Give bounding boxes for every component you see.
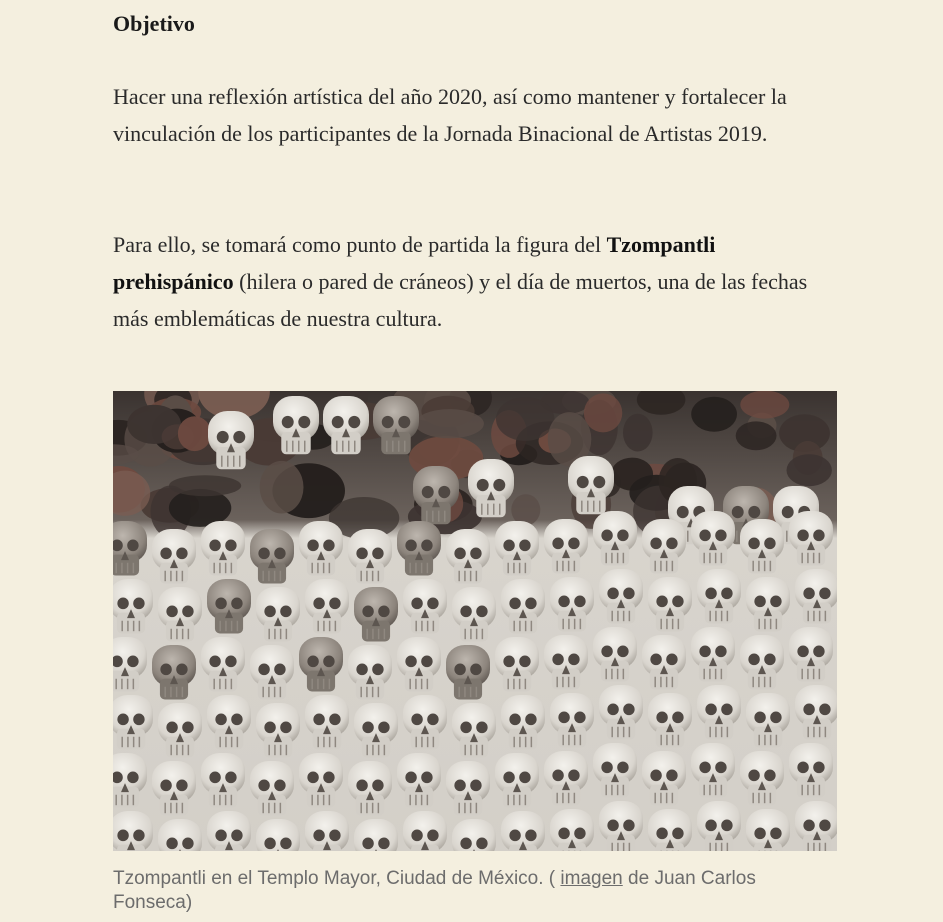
skull-eye xyxy=(176,664,187,676)
skull-eye xyxy=(160,664,171,676)
skull-eye xyxy=(127,772,138,784)
skull-eye xyxy=(623,704,634,716)
skull-eye xyxy=(797,646,808,658)
skull-eye xyxy=(372,664,383,676)
skull-eye xyxy=(258,548,269,560)
skull-eye xyxy=(117,714,128,726)
skull-eye xyxy=(672,712,683,724)
skull-eye xyxy=(362,606,373,618)
skull-eye xyxy=(264,838,275,850)
skull-eye xyxy=(503,772,514,784)
skull-eye xyxy=(748,538,759,550)
skull-eye xyxy=(754,596,765,608)
skull-eye xyxy=(607,820,618,832)
skull-eye xyxy=(503,540,514,552)
skull-eye xyxy=(274,548,285,560)
skull-eye xyxy=(666,654,677,666)
skull-eye xyxy=(307,772,318,784)
skull-eye xyxy=(803,820,814,832)
caption-image-link[interactable]: imagen xyxy=(560,868,623,889)
skull-eye xyxy=(764,654,775,666)
skull-eye xyxy=(280,722,291,734)
rock xyxy=(496,397,554,441)
skull-eye xyxy=(797,530,808,542)
skull-eye xyxy=(427,714,438,726)
skull-eye xyxy=(715,646,726,658)
skull-eye xyxy=(601,646,612,658)
skull-eye xyxy=(607,704,618,716)
rock xyxy=(415,409,484,438)
skull-cranium xyxy=(354,819,398,851)
skull-eye xyxy=(225,656,236,668)
rock xyxy=(511,494,540,525)
skull-eye xyxy=(166,606,177,618)
skull-eye xyxy=(405,540,416,552)
skull-eye xyxy=(813,646,824,658)
skull-eye xyxy=(617,646,628,658)
skull-eye xyxy=(356,780,367,792)
skull-eye xyxy=(470,548,481,560)
skull xyxy=(113,811,153,851)
skull-eye xyxy=(558,712,569,724)
skull-eye xyxy=(754,712,765,724)
skull-eye xyxy=(552,770,563,782)
skull-eye xyxy=(258,664,269,676)
skull-cranium xyxy=(452,819,496,851)
skull-eye xyxy=(274,780,285,792)
paragraph-text-before: Para ello, se tomará como punto de partida la figura del xyxy=(113,232,607,257)
skull-eye xyxy=(677,506,689,518)
skull-eye xyxy=(819,588,830,600)
skull-eye xyxy=(525,598,536,610)
skull-eye xyxy=(382,416,394,428)
skull-eye xyxy=(215,714,226,726)
rock xyxy=(691,397,737,432)
skull-eye xyxy=(454,780,465,792)
paragraph-objective: Hacer una reflexión artística del año 2020, así como mantener y fortalecer la vinculación de los participantes de la Jornada Binacional de Artistas 2019. xyxy=(113,84,787,146)
skull-eye xyxy=(313,714,324,726)
skull-eye xyxy=(160,548,171,560)
skull-eye xyxy=(705,820,716,832)
skull-eye xyxy=(405,656,416,668)
tzompantli-photo xyxy=(113,391,837,851)
skull-eye xyxy=(672,596,683,608)
skull-eye xyxy=(362,722,373,734)
skull-eye xyxy=(574,712,585,724)
skull-eye xyxy=(231,830,242,842)
skull-eye xyxy=(650,654,661,666)
skull-eye xyxy=(422,486,434,498)
skull-eye xyxy=(378,722,389,734)
skull-eye xyxy=(558,596,569,608)
skull-eye xyxy=(182,838,193,850)
skull-eye xyxy=(460,838,471,850)
rock xyxy=(169,475,241,496)
skull-eye xyxy=(356,664,367,676)
skull-eye xyxy=(672,828,683,840)
skull xyxy=(158,819,202,851)
skull-eye xyxy=(329,598,340,610)
rock xyxy=(584,393,622,432)
skull-eye xyxy=(819,704,830,716)
skull-eye xyxy=(215,830,226,842)
skull-eye xyxy=(748,654,759,666)
skull-eye xyxy=(470,780,481,792)
skull-cranium xyxy=(256,819,300,851)
skull-eye xyxy=(476,838,487,850)
skull-eye xyxy=(215,598,226,610)
skull xyxy=(746,809,790,851)
caption-text: Tzompantli en el Templo Mayor, Ciudad de México. ( xyxy=(113,868,561,889)
rock xyxy=(260,461,304,514)
skull-eye xyxy=(421,772,432,784)
rock xyxy=(787,454,832,486)
skull-eye xyxy=(607,588,618,600)
skull-eye xyxy=(656,828,667,840)
skull-eye xyxy=(348,416,360,428)
skull-eye xyxy=(133,598,144,610)
skull-eye xyxy=(225,772,236,784)
skull-eye xyxy=(477,479,489,491)
skull-eye xyxy=(182,606,193,618)
skull-eye xyxy=(552,654,563,666)
skull-eye xyxy=(160,780,171,792)
skull-eye xyxy=(617,762,628,774)
skull-eye xyxy=(666,538,677,550)
skull-eye xyxy=(117,830,128,842)
skull-eye xyxy=(770,596,781,608)
skull-eye xyxy=(298,416,310,428)
skull-eye xyxy=(329,714,340,726)
skull xyxy=(550,809,594,851)
skull-eye xyxy=(470,664,481,676)
skull-eye xyxy=(782,506,794,518)
skull-eye xyxy=(601,762,612,774)
skull-eye xyxy=(411,714,422,726)
skull-eye xyxy=(503,656,514,668)
skull-eye xyxy=(574,828,585,840)
skull-eye xyxy=(601,530,612,542)
skull-eye xyxy=(558,828,569,840)
skull-eye xyxy=(509,714,520,726)
skull-eye xyxy=(209,540,220,552)
skull-eye xyxy=(593,476,605,488)
skull-eye xyxy=(127,540,138,552)
skull-eye xyxy=(813,762,824,774)
skull-eye xyxy=(803,704,814,716)
skull-eye xyxy=(323,656,334,668)
skull-eye xyxy=(176,780,187,792)
skull-eye xyxy=(264,722,275,734)
skull-eye xyxy=(405,772,416,784)
skull-eye xyxy=(666,770,677,782)
skull-eye xyxy=(182,722,193,734)
skull-cranium xyxy=(158,819,202,851)
skull-eye xyxy=(274,664,285,676)
skull-eye xyxy=(764,770,775,782)
skull-eye xyxy=(233,431,245,443)
skull-eye xyxy=(519,772,530,784)
skull-eye xyxy=(650,538,661,550)
skull-eye xyxy=(705,704,716,716)
skull-eye xyxy=(568,654,579,666)
skull-eye xyxy=(329,830,340,842)
skull-eye xyxy=(264,606,275,618)
paragraph-bold-term: Tzompantli prehispánico xyxy=(113,232,716,294)
skull-eye xyxy=(258,780,269,792)
skull-eye xyxy=(372,548,383,560)
skull-eye xyxy=(732,506,744,518)
skull-eye xyxy=(650,770,661,782)
skull-eye xyxy=(421,540,432,552)
skull xyxy=(452,819,496,851)
skull xyxy=(256,819,300,851)
skull-eye xyxy=(721,704,732,716)
skull-eye xyxy=(362,838,373,850)
paragraph-text-after: (hilera o pared de cráneos) y el día de muertos, una de las fechas más emblemáticas de nuestra cultura. xyxy=(113,269,808,331)
skull-eye xyxy=(568,538,579,550)
skull-eye xyxy=(813,530,824,542)
skull-eye xyxy=(519,540,530,552)
skull-eye xyxy=(209,772,220,784)
skull-eye xyxy=(133,830,144,842)
skull-eye xyxy=(356,548,367,560)
skull-eye xyxy=(454,548,465,560)
skull xyxy=(305,811,349,851)
skull-eye xyxy=(525,714,536,726)
skull-eye xyxy=(378,606,389,618)
skull-eye xyxy=(411,598,422,610)
skull-eye xyxy=(438,486,450,498)
rock xyxy=(178,416,211,451)
skull-eye xyxy=(372,780,383,792)
skull-eye xyxy=(699,762,710,774)
rock xyxy=(623,414,653,452)
skull-eye xyxy=(313,830,324,842)
skull-eye xyxy=(819,820,830,832)
skull-eye xyxy=(656,712,667,724)
skull-eye xyxy=(176,548,187,560)
skull-eye xyxy=(398,416,410,428)
skull-eye xyxy=(282,416,294,428)
skull xyxy=(648,809,692,851)
skull-eye xyxy=(217,431,229,443)
skull-eye xyxy=(476,606,487,618)
skull-eye xyxy=(623,820,634,832)
rock xyxy=(740,391,789,419)
skull-eye xyxy=(770,712,781,724)
skull-eye xyxy=(411,830,422,842)
skull-eye xyxy=(493,479,505,491)
skull xyxy=(501,811,545,851)
rock xyxy=(736,421,777,450)
skull-eye xyxy=(721,588,732,600)
skull-eye xyxy=(166,838,177,850)
skull-eye xyxy=(460,722,471,734)
skull-eye xyxy=(280,606,291,618)
skull-eye xyxy=(748,770,759,782)
skull-eye xyxy=(133,714,144,726)
skull-eye xyxy=(770,828,781,840)
skull-eye xyxy=(307,656,318,668)
skull-eye xyxy=(525,830,536,842)
paragraph-tzompantli xyxy=(113,226,837,337)
skull-eye xyxy=(577,476,589,488)
caption-credit: de Juan Carlos Fonseca) xyxy=(113,868,756,913)
skull-eye xyxy=(748,506,760,518)
skull-eye xyxy=(476,722,487,734)
skull-eye xyxy=(574,596,585,608)
skull-eye xyxy=(378,838,389,850)
skull-eye xyxy=(715,762,726,774)
skull-eye xyxy=(225,540,236,552)
skull-eye xyxy=(427,598,438,610)
skull xyxy=(403,811,447,851)
image-caption xyxy=(113,867,837,915)
skull-eye xyxy=(454,664,465,676)
skull-eye xyxy=(699,646,710,658)
skull-eye xyxy=(552,538,563,550)
skull-eye xyxy=(127,656,138,668)
skull-eye xyxy=(323,540,334,552)
skull-eye xyxy=(617,530,628,542)
skull-eye xyxy=(797,762,808,774)
skull-eye xyxy=(699,530,710,542)
skull-eye xyxy=(323,772,334,784)
skull-eye xyxy=(209,656,220,668)
skull xyxy=(207,811,251,851)
skull-eye xyxy=(117,598,128,610)
skull-eye xyxy=(715,530,726,542)
skull-eye xyxy=(509,830,520,842)
skull-eye xyxy=(427,830,438,842)
skull-eye xyxy=(803,588,814,600)
skull-eye xyxy=(519,656,530,668)
skull-eye xyxy=(656,596,667,608)
skull-eye xyxy=(280,838,291,850)
skull-eye xyxy=(313,598,324,610)
skull-eye xyxy=(568,770,579,782)
skull-eye xyxy=(623,588,634,600)
skull-eye xyxy=(460,606,471,618)
skull-eye xyxy=(421,656,432,668)
skull-eye xyxy=(509,598,520,610)
skull-eye xyxy=(705,588,716,600)
skull-wall-image xyxy=(113,391,837,851)
skull-eye xyxy=(231,714,242,726)
skull-eye xyxy=(754,828,765,840)
skull-eye xyxy=(764,538,775,550)
skull-eye xyxy=(332,416,344,428)
skull-eye xyxy=(307,540,318,552)
skull xyxy=(354,819,398,851)
section-heading: Objetivo xyxy=(113,11,195,36)
skull-eye xyxy=(721,820,732,832)
skull-eye xyxy=(231,598,242,610)
skull-eye xyxy=(166,722,177,734)
